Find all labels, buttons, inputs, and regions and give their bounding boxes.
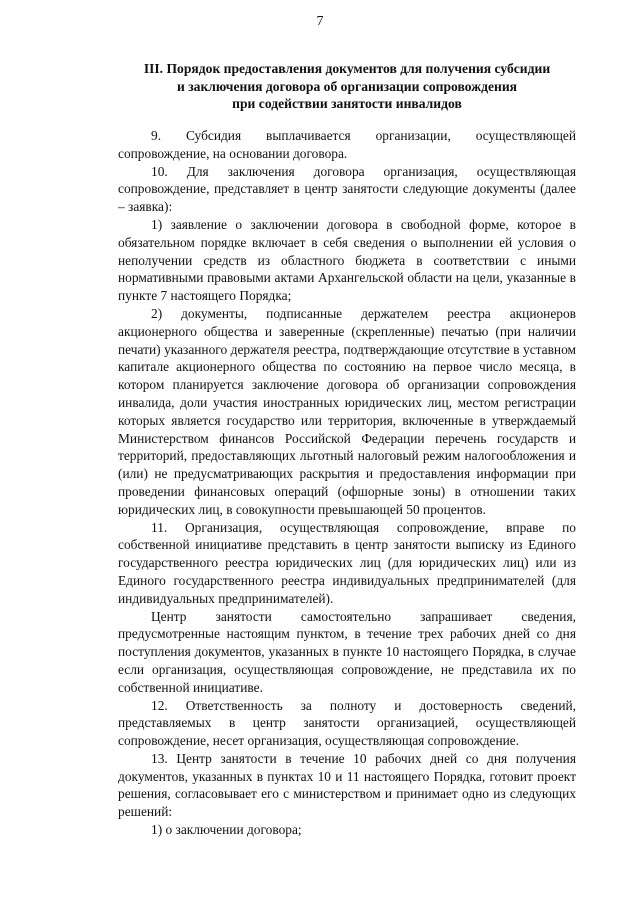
paragraph-clause-13: 13. Центр занятости в течение 10 рабочих дней со дня получения документов, указанных в пунктах 10 и 11 настоящего Порядка, готовит проект решения, согласовывает его с министерством и принимает одно из следующих решений:: [118, 750, 576, 820]
paragraph-clause-12: 12. Ответственность за полноту и достоверность сведений, представляемых в центр занятости организацией, осуществляющей сопровождение, несет организация, осуществляющая сопровождение.: [118, 697, 576, 749]
section-heading-line: и заключения договора об организации сопровождения: [176, 78, 517, 94]
page-number: 7: [316, 14, 324, 29]
section-heading-line: при содействии занятости инвалидов: [232, 96, 462, 111]
paragraph-clause-10-item-1: 1) заявление о заключении договора в свободной форме, которое в обязательном порядке включает в себя сведения о выполнении ей условия о неполучении средств из областного бюджета в соответствии с иными нормативными правовыми актами Архангельской области на цели, указанные в пункте 7 настоящего Порядка;: [118, 216, 576, 304]
section-heading: [118, 60, 576, 113]
paragraph-clause-11-continued: Центр занятости самостоятельно запрашивает сведения, предусмотренные настоящим пунктом, в течение трех рабочих дней со дня поступления документов, указанных в пункте 10 настоящего Порядка, в случае если организация, осуществляющая сопровождение, не представила их по собственной инициативе.: [118, 608, 576, 695]
section-heading-line: III. Порядок предоставления документов для получения субсидии: [143, 61, 551, 76]
paragraph-clause-10: 10. Для заключения договора организация, осуществляющая сопровождение, представляет в центр занятости следующие документы (далее – заявка):: [118, 163, 576, 215]
paragraph-clause-13-item-1: 1) о заключении договора;: [151, 822, 302, 838]
paragraph-clause-10-item-2: 2) документы, подписанные держателем реестра акционеров акционерного общества и заверенные (скрепленные) печатью (при наличии печати) указанного держателя реестра, подтверждающие отсутствие в уставном капитале акционерного общества по состоянию на первое число месяца, в котором планируется заключение договора об организации сопровождения инвалида, доли участия иностранных юридических лиц, местом регистрации которых является государство или территория, включенные в утверждаемый Министерством финансов Российской Федерации перечень государств и территорий, предоставляющих льготный налоговый режим налогообложения и (или) не предусматривающих раскрытия и предоставления информации при проведении финансовых операций (офшорные зоны) в отношении таких юридических лиц, в совокупности превышающей 50 процентов.: [118, 305, 576, 517]
paragraph-clause-9: 9. Субсидия выплачивается организации, осуществляющей сопровождение, на основании договора.: [118, 128, 576, 161]
paragraph-clause-11: 11. Организация, осуществляющая сопровождение, вправе по собственной инициативе представить в центр занятости выписку из Единого государственного реестра юридических лиц (для юридических лиц) или из Единого государственного реестра индивидуальных предпринимателей (для индивидуальных предпринимателей).: [118, 519, 576, 606]
document-body: [118, 127, 576, 839]
